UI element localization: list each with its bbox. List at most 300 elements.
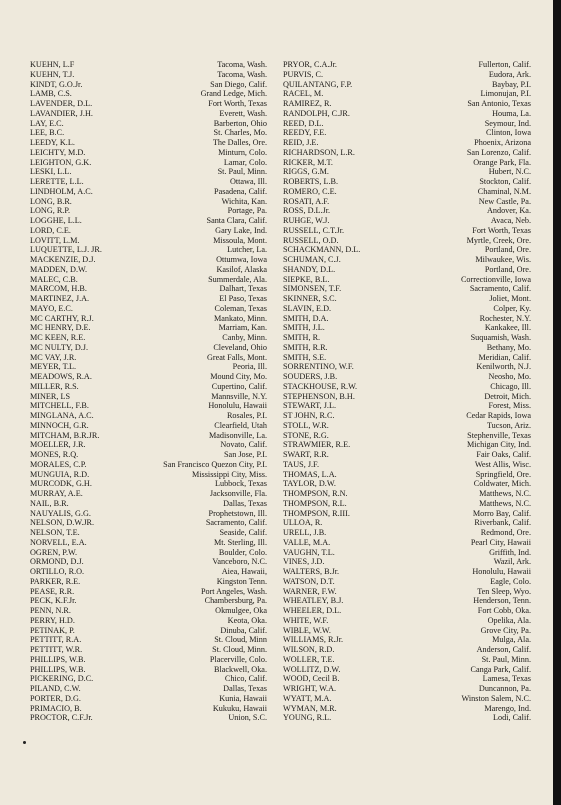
roster-entry [283, 460, 531, 470]
roster-entry [30, 392, 267, 402]
member-name: MC CARTHY, R.J. [30, 313, 94, 323]
hometown: Peoria, Ill. [232, 362, 267, 372]
member-name: MC HENRY, D.E. [30, 323, 91, 333]
roster-entry [283, 509, 531, 519]
hometown: Clearfield, Utah [214, 420, 267, 430]
member-name: WRIGHT, W.A. [283, 684, 337, 693]
roster-entry [283, 499, 531, 509]
roster-entry [283, 587, 531, 597]
hometown: Orange Park, Fla. [473, 157, 531, 167]
roster-entry [283, 538, 531, 548]
roster-entry [30, 567, 267, 577]
roster-entry [283, 70, 531, 80]
member-name: SMITH, R. [283, 333, 321, 342]
roster-entry [30, 275, 267, 285]
member-name: WOOD, Cecil B. [283, 674, 340, 684]
member-name: PARKER, R.E. [30, 576, 81, 586]
hometown: Okmulgee, Oka [215, 606, 267, 615]
member-name: MEYER, T.L. [30, 362, 77, 372]
hometown: Griffith, Ind. [489, 547, 531, 557]
roster-entry [30, 382, 267, 392]
hometown: Keota, Oka. [227, 615, 267, 625]
hometown: Chicago, Ill. [490, 381, 531, 391]
book-spine [553, 0, 561, 805]
roster-entry [283, 450, 531, 460]
member-name: PRYOR, C.A.Jr. [283, 60, 337, 69]
member-name: URELL, J.B. [283, 528, 327, 537]
roster-column-right [283, 60, 531, 723]
member-name: SIMONSEN, T.F. [283, 284, 342, 294]
member-name: NORVELL, E.A. [30, 537, 87, 547]
roster-entry [283, 567, 531, 577]
roster-entry [30, 89, 267, 99]
hometown: New Castle, Pa. [478, 196, 531, 206]
member-name: LERETTE, L.L. [30, 177, 84, 186]
roster-entry [30, 80, 267, 90]
member-name: QUILANTANG, F.P. [283, 79, 353, 89]
hometown: Fort Cobb, Oka. [477, 606, 531, 615]
roster-entry [283, 635, 531, 645]
hometown: Fair Oaks, Calif. [476, 450, 531, 459]
roster-entry [30, 255, 267, 265]
member-name: WOLLER, T.E. [283, 654, 335, 664]
member-name: MADDEN, D.W. [30, 264, 88, 274]
member-name: STEPHENSON, B.H. [283, 391, 355, 401]
hometown: Grand Ledge, Mich. [200, 89, 267, 99]
member-name: REED, D.L. [283, 118, 324, 128]
roster-entry [30, 548, 267, 558]
member-name: MC NULTY, D.J. [30, 342, 89, 352]
member-name: WIBLE, W.W. [283, 625, 331, 635]
hometown: Correctionville, Iowa [460, 274, 531, 284]
hometown: Prophetstown, Ill. [208, 508, 267, 518]
hometown: Chambersburg, Pa. [204, 596, 267, 606]
hometown: Mound City, Mo. [210, 372, 267, 381]
hometown: Great Falls, Mont. [206, 352, 267, 362]
member-name: LESKI, L.L. [30, 167, 72, 177]
member-name: OGREN, P.W. [30, 547, 78, 557]
hometown: Stockton, Calif. [479, 177, 531, 186]
roster-entry [30, 655, 267, 665]
hometown: Honolulu, Hawaii [472, 567, 531, 576]
member-name: WILSON, R.D. [283, 645, 335, 654]
roster-entry [30, 684, 267, 694]
roster-entry [30, 645, 267, 655]
member-name: LEICHTY, M.D. [30, 147, 86, 157]
hometown: Fullerton, Calif. [478, 60, 531, 69]
hometown: Boulder, Colo. [218, 547, 267, 557]
member-name: SIEPKE, B.L. [283, 274, 330, 284]
hometown: Kingston Tenn. [216, 576, 267, 586]
hometown: Michigan City, Ind. [466, 440, 531, 450]
member-name: THOMPSON, R.III. [283, 508, 350, 518]
member-name: THOMPSON, R.N. [283, 489, 348, 498]
roster-entry [30, 460, 267, 470]
member-name: MONES, R.Q. [30, 450, 79, 459]
hometown: Marengo, Ind. [484, 703, 531, 713]
member-name: PETINAK, P. [30, 625, 75, 635]
roster-entry [283, 304, 531, 314]
member-name: WILLIAMS, R.Jr. [283, 635, 344, 645]
hometown: Mannsville, N.Y. [211, 391, 267, 401]
member-name: STEWART, J.L. [283, 401, 337, 411]
roster-column-left [30, 60, 267, 723]
roster-entry [283, 382, 531, 392]
member-name: TAYLOR, D.W. [283, 479, 336, 489]
roster-entry [30, 323, 267, 333]
roster-entry [30, 577, 267, 587]
member-name: ST JOHN, R.C. [283, 411, 335, 420]
member-name: LUQUETTE, L.J. JR. [30, 245, 102, 255]
hometown: Canga Park, Calif. [470, 664, 531, 674]
hometown: Hubert, N.C. [488, 167, 531, 177]
hometown: Joliet, Mont. [489, 294, 531, 303]
member-name: PRIMACIO, B. [30, 703, 82, 713]
hometown: Marriam, Kan. [218, 323, 267, 333]
member-name: WHEATLEY, B.J. [283, 596, 344, 606]
hometown: San Francisco Quezon City, P.I. [163, 459, 267, 469]
hometown: Matthews, N.C. [479, 489, 531, 498]
hometown: Kenilworth, N.J. [476, 362, 531, 372]
member-name: PORTER, D.G. [30, 693, 81, 703]
roster-entry [30, 665, 267, 675]
member-name: LONG, B.R. [30, 196, 72, 206]
member-name: PERRY, H.D. [30, 615, 75, 625]
hometown: Stephenville, Texas [467, 430, 531, 440]
hometown: El Paso, Texas [219, 294, 267, 303]
hometown: Missoula, Mont. [213, 235, 267, 245]
member-name: THOMAS, L.A. [283, 469, 337, 479]
roster-entry [30, 177, 267, 187]
roster-entry [30, 284, 267, 294]
hometown: Colper, Ky. [493, 303, 531, 313]
member-name: MARTINEZ, J.A. [30, 294, 90, 303]
roster-entry [283, 294, 531, 304]
member-name: REID, J.E. [283, 138, 319, 147]
roster-entry [30, 109, 267, 119]
hometown: Wazil, Ark. [493, 557, 531, 567]
hometown: Dinuba, Calif. [220, 625, 267, 635]
member-name: VAUGHN, T.L. [283, 547, 335, 557]
member-name: PETTITT, R.A. [30, 635, 82, 645]
roster-entry [30, 343, 267, 353]
hometown: Fort Worth, Texas [472, 225, 531, 235]
member-name: PHILLIPS, W.B. [30, 664, 86, 674]
member-name: WARNER, F.W. [283, 586, 337, 596]
hometown: Aiea, Hawaii, [221, 567, 267, 576]
member-name: WHITE, W.F. [283, 615, 329, 625]
hometown: Houma, La. [492, 108, 531, 118]
roster-entry [283, 596, 531, 606]
roster-entry [30, 587, 267, 597]
member-name: WYATT, M.A. [283, 693, 332, 703]
member-name: STRAWMIER, R.E. [283, 440, 351, 450]
member-name: ORMOND, D.J. [30, 557, 84, 567]
roster-entry [283, 128, 531, 138]
hometown: Ten Sleep, Wyo. [477, 586, 531, 596]
roster-entry [283, 148, 531, 158]
hometown: Myrtle, Creek, Ore. [466, 235, 531, 245]
roster-entry [30, 187, 267, 197]
member-name: SMITH, R.R. [283, 342, 328, 352]
member-name: VINES, J.D. [283, 557, 325, 567]
member-name: KINDT, G.O.Jr. [30, 79, 83, 89]
hometown: Cedar Rapids, Iowa [466, 411, 531, 420]
roster-entry [30, 713, 267, 723]
member-name: MILLER, R.S. [30, 381, 79, 391]
member-name: MC KEEN, R.E. [30, 333, 86, 342]
roster-entry [30, 99, 267, 109]
hometown: Eudora, Ark. [488, 69, 531, 79]
member-name: THOMPSON, R.L. [283, 498, 347, 508]
hometown: Coldwater, Mich. [473, 479, 531, 489]
member-name: LAVENDER, D.L. [30, 99, 93, 108]
roster-entry [30, 362, 267, 372]
hometown: Sacramento, Calif. [469, 284, 531, 294]
hometown: Springfield, Ore. [475, 469, 531, 479]
member-name: TAUS, J.F. [283, 459, 319, 469]
roster-entry [283, 197, 531, 207]
hometown: Kukuku, Hawaii [212, 703, 267, 713]
roster-entry [283, 645, 531, 655]
member-name: STACKHOUSE, R.W. [283, 381, 358, 391]
roster-entry [283, 616, 531, 626]
hometown: Lamar, Colo. [223, 157, 267, 167]
roster-entry [30, 294, 267, 304]
hometown: Kankakee, Ill. [484, 323, 531, 333]
hometown: Milwaukee, Wis. [475, 255, 531, 264]
member-name: PENN, N.R. [30, 606, 71, 615]
member-name: SMITH, S.E. [283, 352, 327, 362]
hometown: Rosales, P.I. [226, 411, 267, 420]
member-name: ULLOA, R. [283, 518, 323, 528]
member-name: PEASE, R.R. [30, 586, 75, 596]
member-name: MINNOCH, G.R. [30, 420, 89, 430]
roster-entry [283, 284, 531, 294]
hometown: Seymour, Ind. [484, 118, 531, 128]
roster-entry [283, 665, 531, 675]
hometown: Lodi, Calif. [493, 713, 531, 723]
hometown: San Jose, P.I. [224, 450, 267, 459]
member-name: RUSSELL, C.T.Jr. [283, 225, 345, 235]
hometown: Minturn, Colo. [218, 147, 267, 157]
member-name: SOUDERS, J.B. [283, 372, 338, 381]
member-name: SMITH, J.L. [283, 323, 325, 333]
hometown: St. Paul, Minn. [217, 167, 267, 177]
roster-entry [30, 421, 267, 431]
roster-entry [30, 158, 267, 168]
roster-entry [283, 401, 531, 411]
hometown: St. Cloud, Minn. [212, 645, 267, 654]
hometown: Mulga, Ala. [492, 635, 531, 645]
hometown: Portland, Ore. [484, 245, 531, 255]
hometown: Everett, Wash. [219, 108, 267, 118]
hometown: Cleveland, Ohio [213, 342, 267, 352]
roster-entry [283, 694, 531, 704]
member-name: MINGLANA, A.C. [30, 411, 94, 420]
hometown: Portland, Ore. [484, 264, 531, 274]
roster-entry [283, 119, 531, 129]
hometown: Eagle, Colo. [490, 576, 531, 586]
hometown: Tacoma, Wash. [217, 60, 267, 69]
hometown: Lubbock, Texas [214, 479, 267, 489]
roster-entry [30, 499, 267, 509]
roster-entry [283, 489, 531, 499]
roster-entry [30, 411, 267, 421]
hometown: Duncannon, Pa. [478, 684, 531, 693]
roster-entry [30, 538, 267, 548]
roster-entry [30, 401, 267, 411]
member-name: MOELLER, J.R. [30, 440, 86, 450]
hometown: Fort Worth, Texas [208, 99, 267, 108]
roster-entry [30, 70, 267, 80]
member-name: PHILLIPS, W.B. [30, 654, 86, 664]
roster-entry [283, 548, 531, 558]
member-name: STOLL, W.R. [283, 420, 329, 430]
roster-entry [30, 557, 267, 567]
roster-entry [283, 158, 531, 168]
member-name: WOLLITZ, D.W. [283, 664, 341, 674]
roster-entry [283, 314, 531, 324]
roster-entry [30, 197, 267, 207]
roster-entry [30, 479, 267, 489]
member-name: MITCHELL, F.B. [30, 401, 89, 411]
member-name: MALEC, C.B. [30, 274, 78, 284]
roster-entry [283, 713, 531, 723]
hometown: Lutcher, La. [227, 245, 267, 255]
roster-entry [30, 372, 267, 382]
member-name: REEDY, F.E. [283, 128, 327, 138]
member-name: MITCHAM, B.R.JR. [30, 430, 100, 440]
roster-entry [283, 333, 531, 343]
hometown: Tucson, Ariz. [486, 420, 531, 430]
hometown: Riverbank, Calif. [474, 518, 531, 528]
roster-entry [30, 440, 267, 450]
roster-entry [283, 343, 531, 353]
member-name: MACKENZIE, D.J. [30, 255, 96, 264]
member-name: RICKER, M.T. [283, 157, 333, 167]
member-name: MEADOWS, R.A. [30, 372, 92, 381]
hometown: Chaminal, N.M. [477, 186, 531, 196]
hometown: Andover, Ka. [486, 206, 531, 216]
member-name: WATSON, D.T. [283, 576, 335, 586]
hometown: Rochester, N.Y. [479, 313, 531, 323]
member-name: LINDHOLM, A.C. [30, 186, 93, 196]
roster-entry [283, 245, 531, 255]
member-name: PECK, K.F.Jr. [30, 596, 77, 606]
roster-entry [30, 694, 267, 704]
roster-entry [30, 128, 267, 138]
roster-entry [283, 80, 531, 90]
member-name: SWART, R.R. [283, 450, 329, 459]
roster-entry [283, 372, 531, 382]
member-name: MUNGUIA, R.D. [30, 469, 90, 479]
hometown: Detroit, Mich. [484, 391, 531, 401]
roster-entry [283, 655, 531, 665]
roster-entry [30, 635, 267, 645]
hometown: The Dalles, Ore. [212, 138, 267, 147]
hometown: Portage, Pa. [227, 206, 267, 216]
member-name: PETTITT, W.R. [30, 645, 83, 654]
member-name: ROSATI, A.F. [283, 196, 330, 206]
hometown: Kunia, Hawaii [219, 693, 267, 703]
member-name: PILAND, C.W. [30, 684, 81, 693]
member-name: SKINNER, S.C. [283, 294, 337, 303]
roster-entry [283, 353, 531, 363]
roster-entry [30, 206, 267, 216]
member-name: STONE, R.G. [283, 430, 329, 440]
roster-entry [283, 577, 531, 587]
hometown: West Allis, Wisc. [474, 459, 531, 469]
roster-entry [283, 704, 531, 714]
hometown: Lamesa, Texas [482, 674, 531, 684]
roster-entry [283, 206, 531, 216]
hometown: Mankato, Minn. [214, 313, 267, 323]
member-name: SLAVIN, E.D. [283, 303, 332, 313]
member-name: LEE, B.C. [30, 128, 65, 138]
roster-entry [283, 684, 531, 694]
roster-entry [30, 674, 267, 684]
hometown: Matthews, N.C. [479, 498, 531, 508]
hometown: Dallas, Texas [223, 684, 267, 693]
roster-entry [30, 528, 267, 538]
roster-entry [283, 518, 531, 528]
member-name: ORTILLO, R.O. [30, 567, 85, 576]
roster-entry [30, 265, 267, 275]
member-name: PURVIS, C. [283, 69, 324, 79]
roster-entry [30, 470, 267, 480]
roster-entry [30, 626, 267, 636]
member-name: LEEDY, K.L. [30, 138, 75, 147]
hometown: Anderson, Calif. [476, 645, 531, 654]
roster-entry [30, 148, 267, 158]
roster-entry [30, 450, 267, 460]
roster-entry [283, 177, 531, 187]
roster-entry [283, 557, 531, 567]
member-name: MARCOM, H.B. [30, 284, 87, 294]
member-name: LAY, E.C. [30, 118, 64, 128]
member-name: LOGGHE, L.L. [30, 216, 82, 225]
roster-entry [30, 431, 267, 441]
member-name: MORALES, C.P. [30, 459, 87, 469]
member-name: WHEELER, D.L. [283, 606, 342, 615]
member-name: MURRAY, A.E. [30, 489, 83, 498]
roster-entry [283, 626, 531, 636]
hometown: St. Paul, Minn. [481, 654, 531, 664]
hometown: Henderson, Tenn. [473, 596, 531, 606]
member-name: RIGGS, G.M. [283, 167, 329, 177]
hometown: Coleman, Texas [214, 303, 267, 313]
roster-entry [283, 226, 531, 236]
member-name: PROCTOR, C.F.Jr. [30, 713, 93, 723]
roster-entry [283, 236, 531, 246]
roster-entry [30, 518, 267, 528]
hometown: Pasadena, Calif. [214, 186, 267, 196]
roster-entry [283, 674, 531, 684]
roster-entry [283, 421, 531, 431]
hometown: Placerville, Colo. [209, 654, 267, 664]
member-name: RANDOLPH, C.JR. [283, 108, 350, 118]
hometown: Chico, Calif. [224, 674, 267, 684]
hometown: Summerdale, Ala. [208, 274, 267, 284]
roster-entry [283, 99, 531, 109]
hometown: St. Charles, Mo. [213, 128, 267, 138]
member-name: NAIL, B.R. [30, 498, 69, 508]
member-name: LONG, R.P. [30, 206, 71, 216]
hometown: Barberton, Ohio [213, 118, 267, 128]
hometown: Grove City, Pa. [480, 625, 531, 635]
hometown: Vanceboro, N.C. [212, 557, 267, 567]
